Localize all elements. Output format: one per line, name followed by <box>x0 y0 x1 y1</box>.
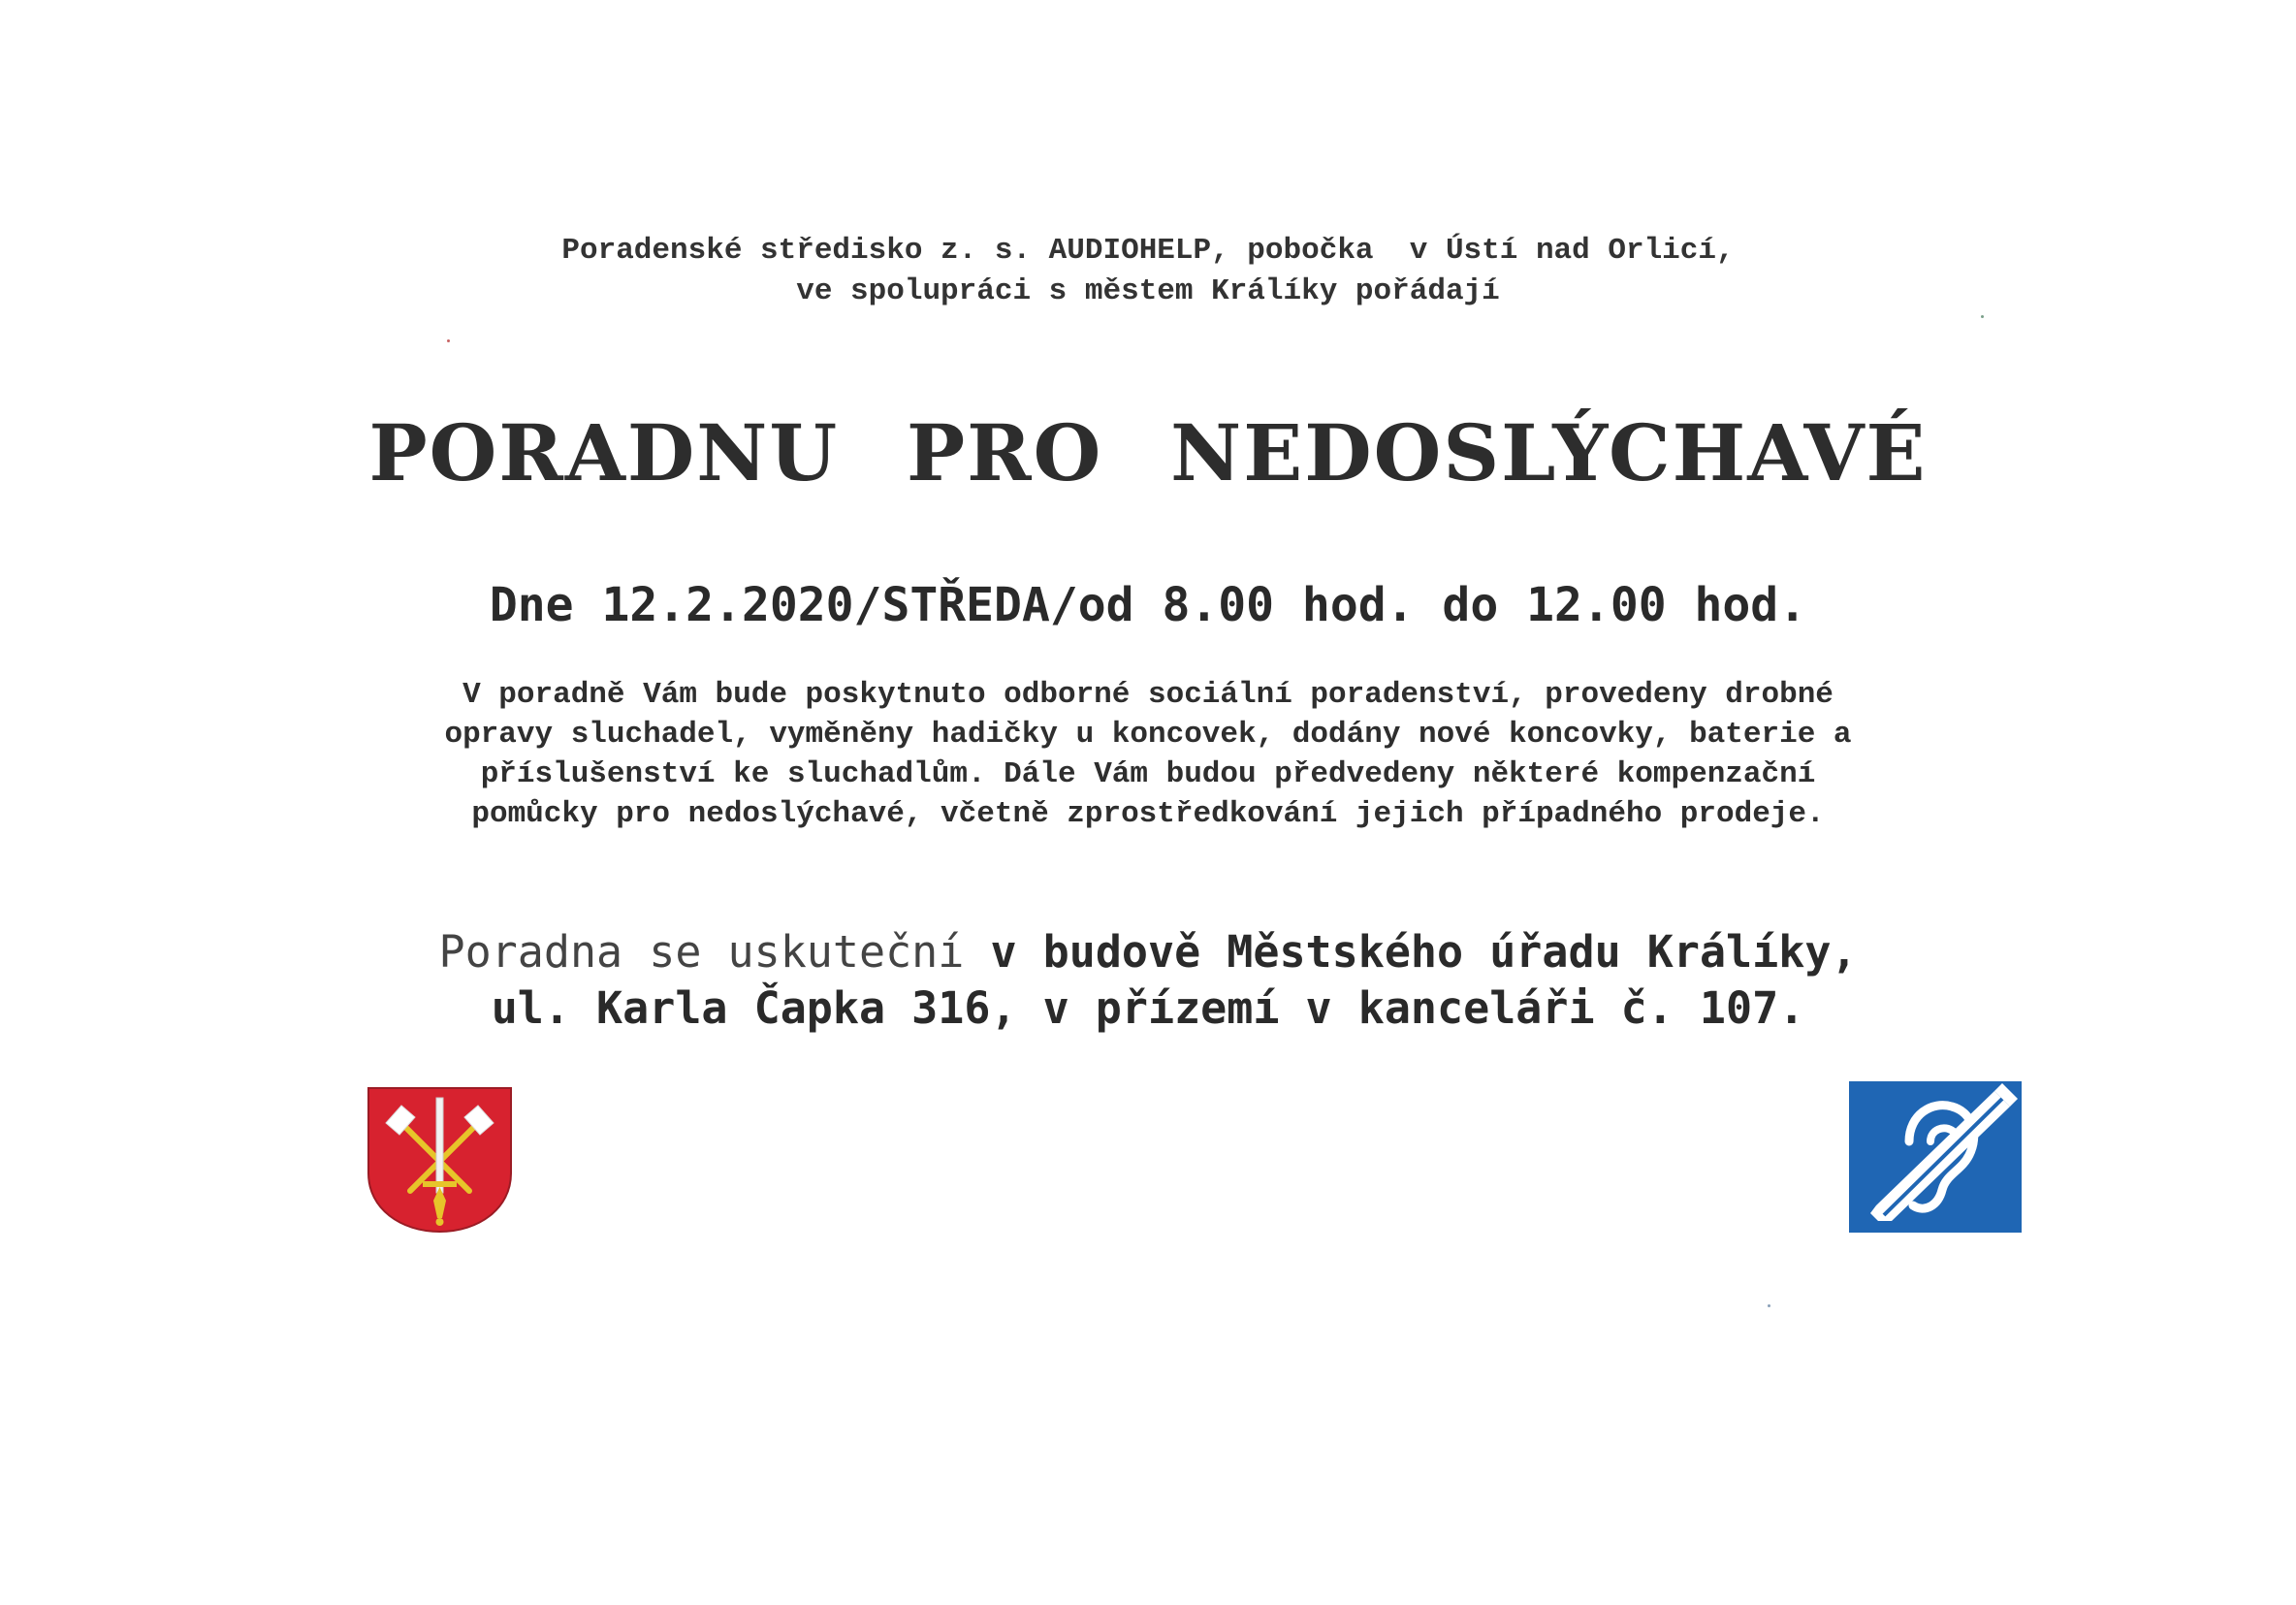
intro-line-2: ve spolupráci s městem Králíky pořádají <box>796 274 1500 308</box>
venue-place: v budově Městského úřadu Králíky, <box>990 926 1858 978</box>
coat-of-arms-icon <box>365 1084 515 1235</box>
scan-speck <box>447 339 450 342</box>
intro-line-1: Poradenské středisko z. s. AUDIOHELP, pobočka v Ústí nad Orlicí, <box>561 234 1735 268</box>
venue-line-2: ul. Karla Čapka 316, v přízemí v kanceláři č. 107. <box>491 982 1805 1034</box>
description-line-3: příslušenství ke sluchadlům. Dále Vám budou předvedeny některé kompenzační <box>480 757 1816 791</box>
scan-speck <box>1768 1304 1770 1307</box>
venue-text <box>0 924 2296 1037</box>
intro-text <box>0 231 2296 312</box>
scan-speck <box>1981 315 1984 318</box>
date-line: Dne 12.2.2020/STŘEDA/od 8.00 hod. do 12.00 hod. <box>489 578 1807 632</box>
description-line-2: opravy sluchadel, vyměněny hadičky u koncovek, dodány nové koncovky, baterie a <box>444 718 1852 752</box>
description <box>0 675 2296 834</box>
description-line-4: pomůcky pro nedoslýchavé, včetně zprostředkování jejich případného prodeje. <box>471 797 1825 831</box>
hearing-loop-icon <box>1849 1081 2022 1233</box>
poster-title: PORADNU PRO NEDOSLÝCHAVÉ <box>368 407 1928 498</box>
venue-lead: Poradna se uskuteční <box>438 926 991 978</box>
description-line-1: V poradně Vám bude poskytnuto odborné sociální poradenství, provedeny drobné <box>462 678 1834 712</box>
